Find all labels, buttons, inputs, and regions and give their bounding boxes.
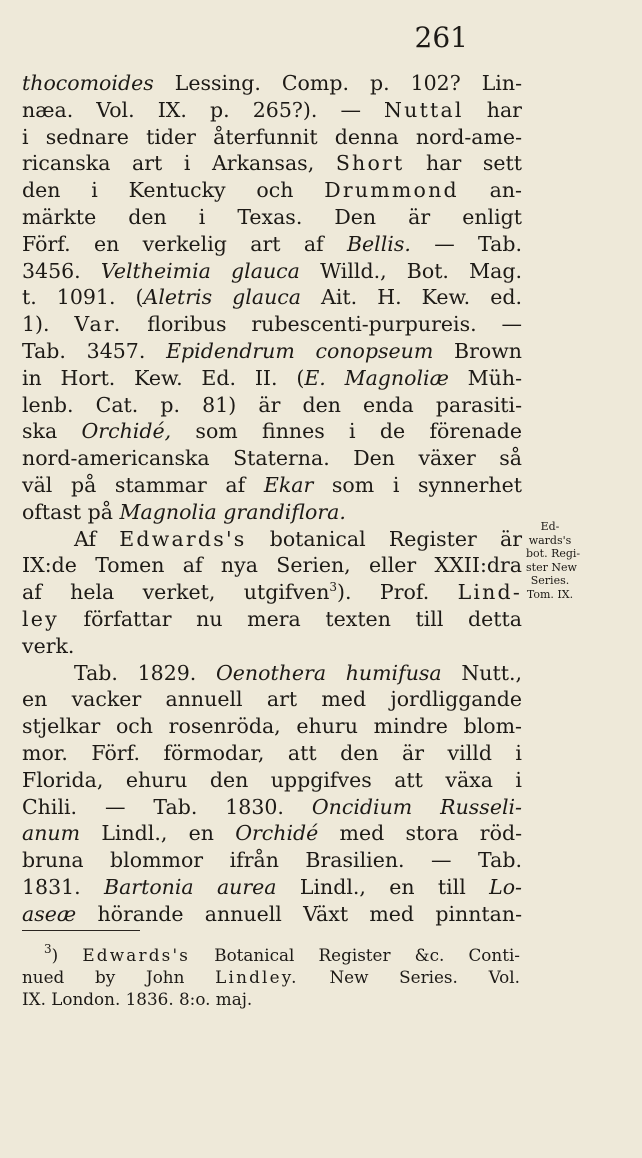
text-line: verk. (22, 633, 75, 658)
text-segment: som finnes i de förenade (195, 419, 522, 444)
margin-note-line: Ed- (540, 520, 560, 533)
text-segment: botanical Register är (269, 526, 522, 551)
body-text (22, 70, 522, 928)
author-name: Short (335, 151, 405, 176)
text-line (22, 794, 522, 821)
text-segment: har sett (426, 151, 522, 176)
family-name: Lo- (489, 874, 522, 899)
text-segment: ska (22, 419, 58, 444)
species-name: anum (22, 821, 81, 846)
text-segment: — Tab. (434, 231, 522, 256)
footnote-marker: 3 (44, 942, 52, 956)
text-line: bruna blommor ifrån Brasilien. — Tab. (22, 848, 522, 873)
text-segment: författar nu mera texten till detta (83, 606, 522, 631)
text-line: märkte den i Texas. Den är enligt (22, 204, 522, 229)
text-segment: t. 1091. ( (22, 285, 144, 310)
text-segment: Lindl., en (101, 821, 214, 846)
text-segment: Lessing. Comp. p. 102? Lin- (153, 71, 522, 95)
author-name: Nuttal (384, 97, 464, 122)
text-line (22, 418, 522, 445)
family-name: aseæ (22, 901, 77, 926)
author-name: Drummond (324, 178, 459, 203)
text-segment: som i synnerhet (331, 472, 522, 497)
text-segment: floribus rubescenti-purpureis. — (147, 312, 522, 337)
text-line (22, 284, 522, 311)
text-segment: New Series. Vol. (329, 967, 520, 987)
text-segment: den i Kentucky och (22, 178, 294, 203)
text-segment: Ait. H. Kew. ed. (321, 285, 522, 310)
text-segment: Nutt., (461, 660, 522, 685)
text-segment: Förf. en verkelig art af (22, 231, 324, 256)
text-line (22, 606, 522, 633)
margin-note-line: Series. (530, 574, 570, 588)
margin-note-line: Tom. IX. (526, 587, 574, 601)
genus-name: Bellis. (346, 231, 411, 256)
species-name: E. Magnoliæ (304, 365, 449, 390)
species-name: Oncidium Russeli- (311, 794, 522, 819)
text-line: IX:de Tomen af nya Serien, eller XXII:dra (22, 553, 522, 578)
text-segment: in Hort. Kew. Ed. II. ( (22, 365, 305, 390)
text-line: mor. Förf. förmodar, att den är villd i (22, 740, 522, 765)
text-segment: Chili. — Tab. 1830. (22, 794, 284, 819)
species-name: Veltheimia glauca (100, 258, 300, 283)
species-name: Aletris glauca (143, 285, 301, 310)
author-name: Lindley. (215, 967, 299, 987)
text-line (22, 231, 522, 258)
text-segment: Af (74, 526, 97, 551)
text-segment: väl på stammar af (22, 472, 246, 497)
text-line (22, 311, 522, 338)
text-line (22, 472, 522, 499)
species-name: Bartonia aurea (104, 874, 277, 899)
margin-note-line: wards's (528, 533, 572, 547)
species-name: Epidendrum conopseum (166, 338, 434, 363)
text-segment: ) (51, 945, 59, 965)
footnote-line (22, 944, 520, 966)
text-segment: Lindl., en till (299, 874, 466, 899)
text-line (22, 579, 522, 606)
page-number: 261 (414, 21, 468, 54)
text-segment: næa. Vol. IX. p. 265?). — (22, 97, 361, 122)
footnote-rule (22, 930, 140, 931)
text-segment: med stora röd- (339, 821, 522, 846)
author-name: Lind- (457, 580, 522, 605)
text-segment: Willd., Bot. Mag. (320, 258, 522, 283)
family-name: Orchidé (235, 821, 319, 846)
text-segment: 1831. (22, 874, 81, 899)
footnote-marker: 3 (329, 580, 338, 595)
author-name: ley (22, 606, 59, 631)
text-line (22, 70, 522, 97)
text-line: en vacker annuell art med jordliggande (22, 687, 522, 712)
text-line (22, 150, 522, 177)
text-line: stjelkar och rosenröda, ehuru mindre blom- (22, 714, 522, 739)
text-segment: Tab. 3457. (22, 338, 146, 363)
text-line (22, 526, 522, 553)
text-segment: nued by John (22, 967, 185, 987)
text-line: i sednare tider återfunnit denna nord-ame- (22, 124, 522, 149)
text-segment: Müh- (467, 365, 522, 390)
text-line (22, 660, 522, 687)
text-segment: Brown (454, 338, 522, 363)
species-name: Oenothera humifusa (215, 660, 442, 685)
text-segment: hörande annuell Växt med pinntan- (97, 901, 522, 926)
species-name: thocomoides (22, 71, 154, 95)
text-segment: har (486, 97, 522, 122)
text-line (22, 177, 522, 204)
text-line (22, 874, 522, 901)
margin-note-line: bot. Regi- (526, 547, 581, 561)
text-segment: ). Prof. (337, 580, 430, 605)
footnote (22, 944, 520, 1010)
text-line (22, 365, 522, 392)
text-segment: 1). (22, 312, 50, 337)
text-segment: af hela verket, utgifven (22, 580, 330, 605)
author-name: Edwards's (119, 526, 247, 551)
text-line: lenb. Cat. p. 81) är den enda parasiti- (22, 392, 522, 417)
species-name: Magnolia grandiflora. (119, 499, 346, 524)
margin-note-line: ster New (526, 560, 577, 574)
text-segment: ricanska art i Arkansas, (22, 151, 315, 176)
text-line (22, 901, 522, 928)
footnote-line: IX. London. 1836. 8:o. maj. (22, 989, 253, 1009)
text-segment: oftast på (22, 499, 114, 524)
text-line (22, 97, 522, 124)
margin-note (526, 520, 581, 602)
text-line (22, 499, 522, 526)
family-name: Orchidé, (81, 419, 172, 444)
text-line (22, 338, 522, 365)
text-line: Florida, ehuru den uppgifves att växa i (22, 767, 522, 792)
footnote-line (22, 966, 520, 988)
text-line: nord-americanska Staterna. Den växer så (22, 446, 522, 471)
variety-label: Var. (74, 312, 123, 337)
text-segment: Tab. 1829. (74, 660, 197, 685)
text-segment: an- (489, 178, 522, 203)
text-line (22, 258, 522, 285)
text-segment: Botanical Register &c. Conti- (214, 945, 520, 965)
text-line (22, 820, 522, 847)
plant-name: Ekar (263, 472, 314, 497)
author-name: Edwards's (82, 945, 191, 965)
text-segment: 3456. (22, 258, 81, 283)
